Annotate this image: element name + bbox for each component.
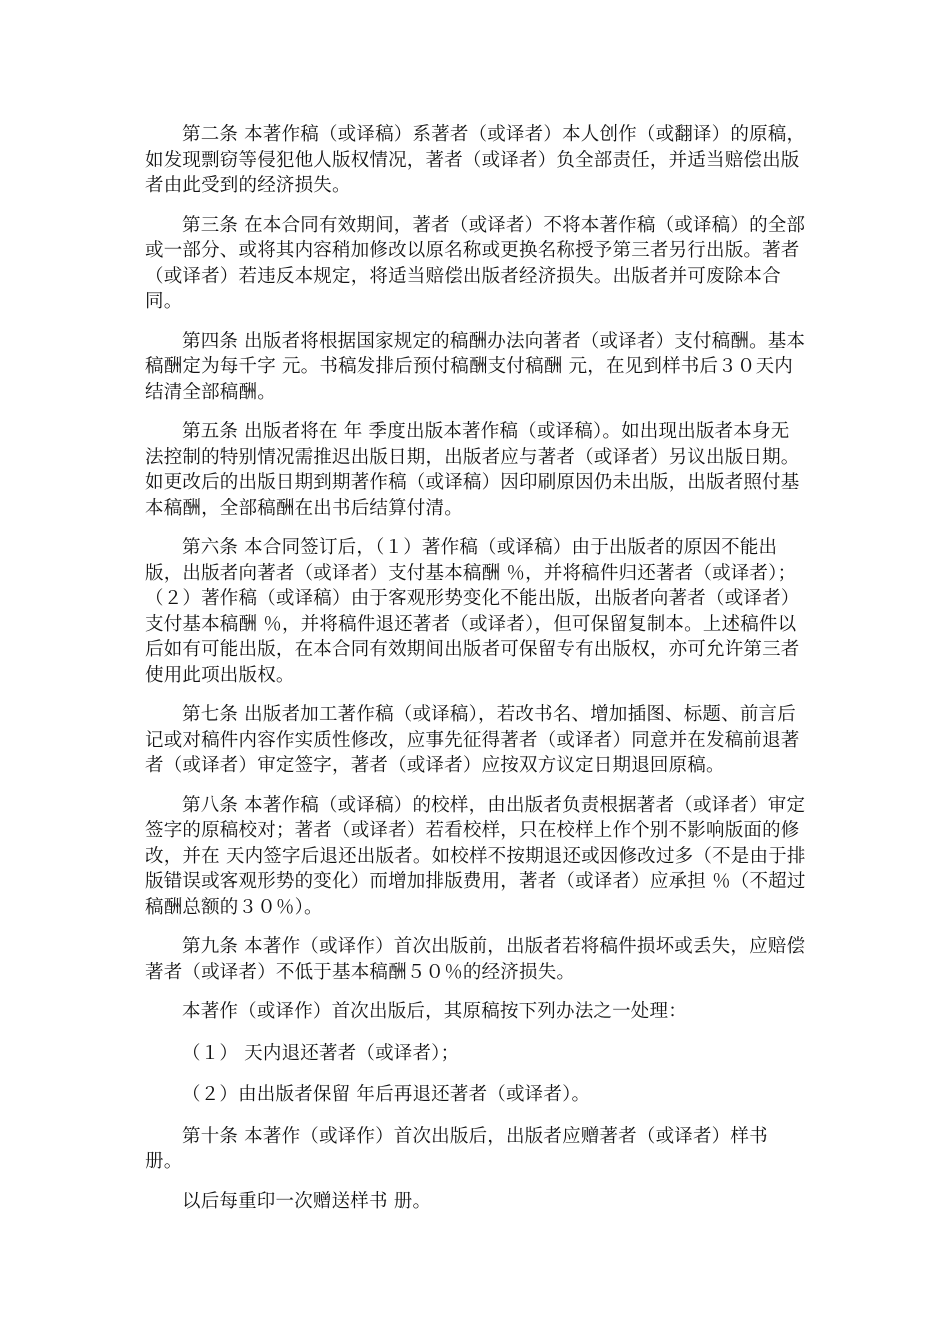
article-7-paragraph: 第七条 出版者加工著作稿（或译稿），若改书名、增加插图、标题、前言后记或对稿件内容作实质性修改，应事先征得著者（或译者）同意并在发稿前退著者（或译者）审定签字，著者（或译者）应按双方议定日期退回原稿。 [145,704,800,776]
article-10-paragraph: 第十条 本著作（或译作）首次出版后，出版者应赠著者（或译者）样书 册。 [145,1125,768,1172]
manuscript-option-1: （１） 天内退还著者（或译者）； [182,1042,460,1064]
document-body [145,122,807,1228]
article-2-paragraph: 第二条 本著作稿（或译稿）系著者（或译者）本人创作（或翻译）的原稿，如发现剽窃等侵犯他人版权情况，著者（或译者）负全部责任，并适当赔偿出版者由此受到的经济损失。 [145,124,806,196]
manuscript-option-2: （２）由出版者保留 年后再退还著者（或译者）。 [182,1084,591,1105]
article-5-paragraph: 第五条 出版者将在 年 季度出版本著作稿（或译稿）。如出现出版者本身无法控制的特别情况需推迟出版日期，出版者应与著者（或译者）另议出版日期。如更改后的出版日期到期著作稿（或译稿）因印刷原因仍未出版，出版者照付基本稿酬，全部稿酬在出书后结算付清。 [145,421,800,519]
article-6-paragraph: 第六条 本合同签订后，（１）著作稿（或译稿）由于出版者的原因不能出版，出版者向著者（或译者）支付基本稿酬 ％，并将稿件归还著者（或译者）；（２）著作稿（或译稿）由于客观形势变化不能出版，出版者向著者（或译者）支付基本稿酬 ％，并将稿件退还著者（或译者），但可保留复制本。上述稿件以后如有可能出版，在本合同有效期间出版者可保留专有出版权，亦可允许第三者使用此项出版权。 [145,537,800,686]
article-9-paragraph: 第九条 本著作（或译作）首次出版前，出版者若将稿件损坏或丢失，应赔偿著者（或译者）不低于基本稿酬５０％的经济损失。 [145,936,806,983]
article-8-paragraph: 第八条 本著作稿（或译稿）的校样，由出版者负责根据著者（或译者）审定签字的原稿校对；著者（或译者）若看校样，只在校样上作个别不影响版面的修改，并在 天内签字后退还出版者。如校样不按期退还或因修改过多（不是由于排版错误或客观形势的变化）而增加排版费用，著者（或译者）应承担 ％（不超过稿酬总额的３０％）。 [145,794,806,918]
article-4-paragraph: 第四条 出版者将根据国家规定的稿酬办法向著者（或译者）支付稿酬。基本稿酬定为每千字 元。书稿发排后预付稿酬支付稿酬 元，在见到样书后３０天内结清全部稿酬。 [145,330,806,403]
article-3-paragraph: 第三条 在本合同有效期间，著者（或译者）不将本著作稿（或译稿）的全部或一部分、或将其内容稍加修改以原名称或更换名称授予第三者另行出版。著者（或译者）若违反本规定，将适当赔偿出版者经济损失。出版者并可废除本合同。 [145,214,806,312]
reprint-sample-paragraph: 以后每重印一次赠送样书 册。 [182,1190,432,1212]
manuscript-handling-intro: 本著作（或译作）首次出版后，其原稿按下列办法之一处理： [182,1001,687,1022]
